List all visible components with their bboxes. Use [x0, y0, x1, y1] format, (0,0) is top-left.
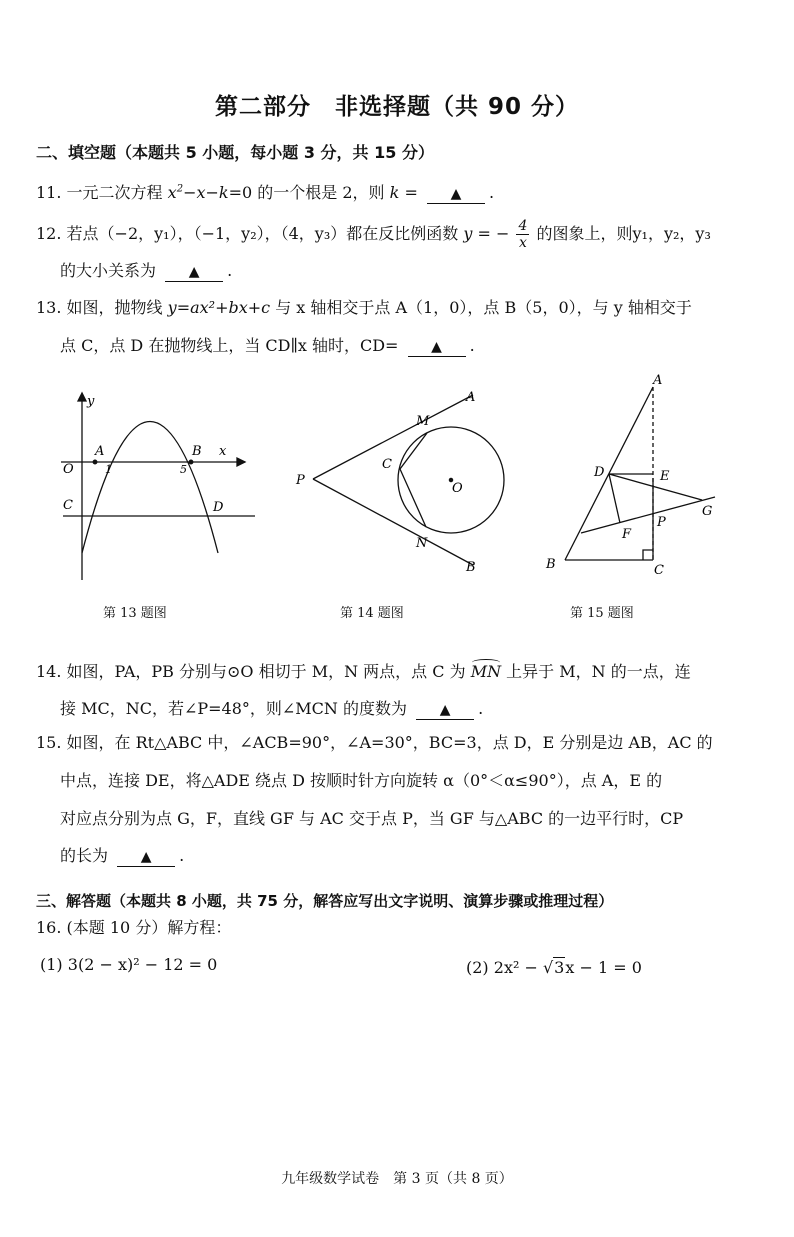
question-13-line2 — [60, 333, 475, 357]
q16-text: (本题 10 分）解方程： — [66, 918, 232, 937]
q16-part1-equation: 3(2 − x)² − 12 = 0 — [67, 955, 218, 974]
q16-part-2 — [466, 958, 642, 977]
page-footer: 九年级数学试卷 第 3 页（共 8 页） — [281, 1171, 513, 1187]
q12-frac-num: 4 — [518, 218, 528, 234]
q11-eq-sign: = — [404, 183, 418, 202]
q11-text-b: 的一个根是 2，则 — [257, 183, 385, 202]
fig14-tangent-pa — [313, 395, 473, 479]
fig15-label-d: D — [594, 465, 605, 480]
figure-13 — [55, 385, 255, 585]
q13-equation: y=ax²+bx+c — [167, 298, 271, 317]
question-12 — [36, 218, 711, 251]
fig13-label-x: x — [219, 444, 227, 459]
fig15-segment-dg — [609, 474, 702, 500]
q11-answer-blank[interactable]: ▲ — [427, 185, 485, 204]
fig15-segment-df — [609, 474, 620, 523]
q16-part-1 — [40, 955, 217, 974]
fig14-chords-mcn — [400, 433, 427, 527]
q13-answer-blank[interactable]: ▲ — [408, 338, 466, 357]
q12-line2: 的大小关系为 — [60, 261, 157, 280]
page-title: 第二部分 非选择题（共 90 分） — [214, 94, 580, 120]
q15-line4: 的长为 — [60, 846, 109, 865]
q16-part2-label: (2) — [466, 958, 489, 977]
q16-part1-label: (1) — [40, 955, 63, 974]
q16-part2-sqrt: √3 — [542, 958, 565, 977]
fig13-point-a — [93, 460, 97, 464]
fig15-label-b: B — [546, 557, 556, 572]
q14-answer-blank[interactable]: ▲ — [416, 701, 474, 720]
q11-number: 11. — [36, 183, 62, 202]
fig13-label-b: B — [192, 444, 202, 459]
fig15-label-e: E — [660, 469, 670, 484]
question-15-line4 — [60, 843, 184, 867]
fig13-label-d: D — [213, 500, 224, 515]
fig13-label-y: y — [87, 394, 95, 409]
q12-number: 12. — [36, 224, 62, 243]
q12-text-a: 若点（−2，y₁），（−1，y₂），（4，y₃）都在反比例函数 — [66, 224, 459, 243]
fig13-y-arrow — [78, 393, 86, 401]
q11-equation: =0 — [228, 183, 253, 202]
fig14-label-p: P — [296, 473, 305, 488]
q11-equation-lhs: $x^2-x-k$ — [167, 183, 229, 202]
q12-frac-den: x — [518, 235, 527, 251]
q16-part2-b: x − 1 = 0 — [565, 958, 642, 977]
fig15-label-g: G — [702, 504, 713, 519]
fig14-caption: 第 14 题图 — [340, 606, 404, 621]
q15-number: 15. — [36, 733, 62, 752]
q14-line1-a: 如图，PA，PB 分别与⊙O 相切于 M，N 两点，点 C 为 — [66, 662, 466, 681]
fig15-caption: 第 15 题图 — [570, 606, 634, 621]
q12-text-b: 的图象上，则y₁，y₂，y₃ — [536, 224, 711, 243]
q16-part2-radicand: 3 — [554, 958, 565, 977]
q16-number: 16. — [36, 918, 62, 937]
q15-line1: 如图，在 Rt△ABC 中，∠ACB=90°，∠A=30°，BC=3，点 D，E 分别是边 AB，AC 的 — [66, 733, 713, 752]
q12-answer-blank[interactable]: ▲ — [165, 263, 223, 282]
question-12-line2 — [60, 258, 232, 282]
q12-fraction — [516, 218, 529, 251]
q13-line1-a: 如图，抛物线 — [66, 298, 163, 317]
q13-line1-b: 与 x 轴相交于点 A（1，0），点 B（5，0），与 y 轴相交于 — [275, 298, 692, 317]
q13-number: 13. — [36, 298, 62, 317]
figure-15 — [540, 368, 730, 583]
fig13-caption: 第 13 题图 — [103, 606, 167, 621]
q13-end: . — [469, 336, 475, 355]
fig13-label-c: C — [63, 498, 73, 513]
q14-arc-mn: MN — [470, 662, 502, 681]
q14-line2: 接 MC，NC，若∠P=48°，则∠MCN 的度数为 — [60, 699, 408, 718]
q16-part2-a: 2x² − — [493, 958, 538, 977]
fig13-point-b — [189, 460, 193, 464]
section-2-heading: 二、填空题（本题共 5 小题，每小题 3 分，共 15 分） — [36, 143, 434, 162]
fig14-tangent-pb — [313, 479, 473, 565]
fig14-label-c: C — [382, 457, 392, 472]
section-3-heading: 三、解答题（本题共 8 小题，共 75 分，解答应写出文字说明、演算步骤或推理过程） — [36, 892, 614, 910]
figure-14 — [290, 380, 530, 590]
q15-end: . — [179, 846, 185, 865]
q12-end: . — [227, 261, 233, 280]
q13-line2: 点 C，点 D 在抛物线上，当 CD∥x 轴时，CD= — [60, 336, 399, 355]
q11-end: . — [488, 183, 495, 202]
fig15-label-c: C — [654, 563, 664, 578]
q14-line1-b: 上异于 M，N 的一点，连 — [506, 662, 691, 681]
fig14-label-b: B — [466, 560, 476, 575]
question-15-line2: 中点，连接 DE，将△ADE 绕点 D 按顺时针方向旋转 α（0°＜α≤90°），点 A，E 的 — [60, 771, 663, 790]
question-15 — [36, 730, 713, 753]
fig15-label-p: P — [657, 515, 666, 530]
fig13-x-arrow — [237, 458, 245, 466]
q12-func-lhs: y = − — [463, 224, 510, 243]
question-16 — [36, 915, 231, 938]
fig15-label-f: F — [622, 527, 632, 542]
fig13-label-1: 1 — [105, 463, 112, 476]
fig15-label-a: A — [653, 373, 663, 388]
question-14-line2 — [60, 696, 483, 720]
question-13 — [36, 295, 692, 318]
fig13-label-5: 5 — [180, 463, 187, 476]
fig13-label-o: O — [63, 462, 74, 477]
question-14 — [36, 659, 691, 682]
q11-text-a: 一元二次方程 — [66, 183, 163, 202]
question-11 — [36, 180, 494, 204]
q14-end: . — [478, 699, 484, 718]
q15-answer-blank[interactable]: ▲ — [117, 848, 175, 867]
fig14-label-a: A — [466, 390, 476, 405]
fig13-parabola — [82, 422, 218, 554]
fig15-line-gf — [581, 497, 715, 533]
fig14-label-o: O — [452, 481, 463, 496]
question-15-line3: 对应点分别为点 G，F，直线 GF 与 AC 交于点 P，当 GF 与△ABC 的一边平行时，CP — [60, 809, 684, 828]
fig14-label-m: M — [416, 414, 430, 429]
q11-var-k: k — [389, 183, 400, 202]
fig13-label-a: A — [95, 444, 105, 459]
q14-number: 14. — [36, 662, 62, 681]
fig15-right-angle — [643, 550, 653, 560]
fig14-label-n: N — [416, 536, 428, 551]
